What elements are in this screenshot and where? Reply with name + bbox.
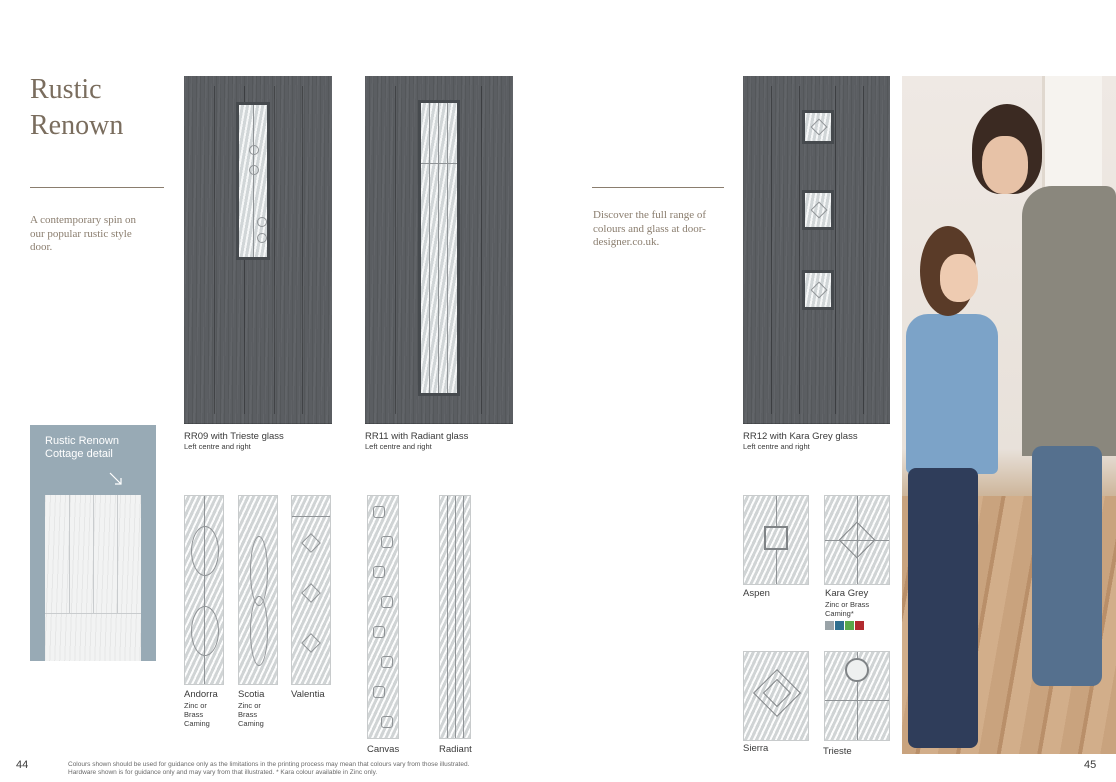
- kara-grey-glass-panel-2: [802, 190, 834, 230]
- page-number-right: 45: [1084, 759, 1097, 771]
- lifestyle-photo: [902, 76, 1116, 754]
- radiant-glass-panel: [418, 100, 460, 396]
- left-intro-text: A contemporary spin on our popular rustic style door.: [30, 214, 137, 253]
- scotia-note: Zinc or Brass Caming: [238, 701, 264, 728]
- footnote: [68, 761, 568, 777]
- colour-swatch-grey[interactable]: [825, 621, 834, 630]
- door-rr12: [743, 76, 890, 424]
- right-intro-text: Discover the full range of colours and glass at door-designer.co.uk.: [593, 209, 707, 248]
- right-divider: [592, 187, 724, 188]
- canvas-label: Canvas: [367, 744, 400, 755]
- page-title: [30, 72, 190, 144]
- andorra-note: Zinc or Brass Caming: [184, 701, 210, 728]
- arrow-down-right-icon: [108, 471, 124, 487]
- kara-grey-glass-panel-3: [802, 270, 834, 310]
- colour-swatch-blue[interactable]: [835, 621, 844, 630]
- cottage-detail-image: [45, 495, 141, 661]
- sierra-glass-swatch: [743, 651, 809, 741]
- valentia-label: Valentia: [291, 689, 325, 700]
- aspen-label: Aspen: [743, 588, 770, 599]
- sierra-label: Sierra: [743, 743, 769, 754]
- cottage-label-line-2: Cottage detail: [45, 448, 113, 460]
- kara-grey-label: Kara Grey: [825, 588, 869, 599]
- door-rr09-caption: RR09 with Trieste glass: [184, 431, 284, 442]
- door-rr12-subcaption: Left centre and right: [743, 442, 810, 451]
- canvas-glass-swatch: [367, 495, 399, 739]
- andorra-label: Andorra: [184, 689, 218, 700]
- colour-swatch-red[interactable]: [855, 621, 864, 630]
- valentia-glass-swatch: [291, 495, 331, 685]
- aspen-glass-swatch: [743, 495, 809, 585]
- door-rr09-subcaption: Left centre and right: [184, 442, 251, 451]
- colour-swatch-green[interactable]: [845, 621, 854, 630]
- page-number-left: 44: [16, 759, 29, 771]
- trieste-glass-panel: [236, 102, 270, 260]
- kara-grey-glass-panel-1: [802, 110, 834, 144]
- title-line-1: Rustic: [30, 74, 102, 105]
- footnote-line-1: Colours shown should be used for guidance only as the limitations in the printing process may mean that colours vary from those illustrated.: [68, 761, 470, 768]
- cottage-label-line-1: Rustic Renown: [45, 435, 119, 447]
- footnote-line-2: Hardware shown is for guidance only and may vary from that illustrated. * Kara colour available in Zinc only.: [68, 769, 378, 776]
- trieste-label: Trieste: [823, 746, 852, 757]
- title-divider: [30, 187, 164, 188]
- radiant-glass-swatch: [439, 495, 471, 739]
- radiant-label: Radiant: [439, 744, 472, 755]
- scotia-label: Scotia: [238, 689, 265, 700]
- trieste-glass-swatch: [824, 651, 890, 741]
- andorra-glass-swatch: [184, 495, 224, 685]
- door-rr12-caption: RR12 with Kara Grey glass: [743, 431, 858, 442]
- door-rr11-caption: RR11 with Radiant glass: [365, 431, 469, 442]
- kara-grey-note: Zinc or Brass Caming*: [825, 600, 870, 618]
- title-line-2: Renown: [30, 110, 124, 141]
- kara-colour-options: [825, 621, 864, 630]
- kara-grey-glass-swatch: [824, 495, 890, 585]
- door-rr11-subcaption: Left centre and right: [365, 442, 432, 451]
- door-rr09: [184, 76, 332, 424]
- door-rr11: [365, 76, 513, 424]
- scotia-glass-swatch: [238, 495, 278, 685]
- cottage-detail-panel: [30, 425, 156, 661]
